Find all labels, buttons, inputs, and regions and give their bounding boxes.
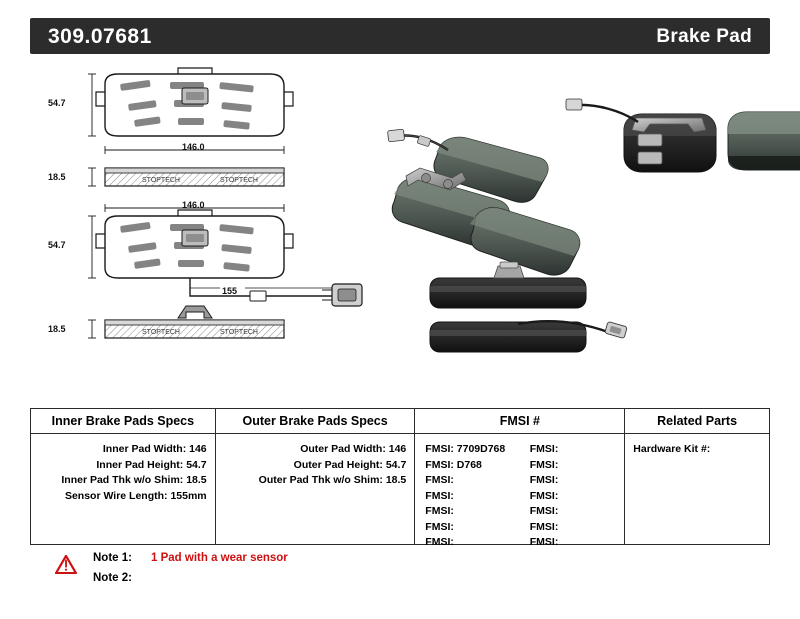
column-header-related: Related Parts [657,414,738,428]
column-header-outer: Outer Brake Pads Specs [216,409,416,433]
page-title: Brake Pad [656,26,752,47]
fmsi-cell [415,434,625,548]
note-1-value: 1 Pad with a wear sensor [151,552,288,564]
fmsi-left: FMSI: [425,474,454,486]
header-bar [30,18,770,54]
svg-text:STOPTECH: STOPTECH [220,177,258,184]
related-parts-cell [625,434,769,544]
fmsi-left: FMSI: [425,536,454,548]
fmsi-right: FMSI: [529,458,559,471]
outer-specs-cell [216,434,416,544]
dim-inner-pad-height: 54.7 [48,98,66,108]
fmsi-right: FMSI: [529,536,559,548]
note-2-label: Note 2: [93,572,132,584]
fmsi-row [415,489,624,505]
related-part-line: Hardware Kit #: [633,443,711,455]
dim-outer-pad-width: 146.0 [182,200,205,210]
inner-spec-line: Inner Pad Width: 146 [102,443,207,455]
fmsi-left: FMSI: [425,520,454,533]
fmsi-right: FMSI: [529,474,559,486]
fmsi-row [415,535,624,551]
dim-inner-pad-thickness: 18.5 [48,172,66,182]
dim-sensor-wire-length: 155 [222,286,238,296]
dim-outer-pad-height: 54.7 [48,240,66,250]
fmsi-left: FMSI: [425,505,454,517]
fmsi-left: FMSI: D768 [425,458,482,471]
inner-specs-cell [31,434,216,544]
fmsi-right: FMSI: [529,443,559,455]
fmsi-right: FMSI: [529,505,559,517]
fmsi-row [415,504,624,520]
fmsi-left: FMSI: 7709D768 [425,443,506,455]
svg-text:STOPTECH: STOPTECH [142,329,180,336]
outer-spec-line: Outer Pad Height: 54.7 [293,458,407,471]
fmsi-right: FMSI: [529,489,559,502]
specs-table [30,408,770,548]
technical-drawings [70,62,410,392]
inner-spec-line: Sensor Wire Length: 155mm [64,489,207,502]
svg-text:STOPTECH: STOPTECH [220,329,258,336]
fmsi-row [415,520,624,536]
note-row-1 [55,552,555,572]
warning-icon [55,555,77,574]
note-row-2 [55,572,555,592]
fmsi-row [415,458,624,474]
fmsi-left: FMSI: [425,489,454,502]
part-number: 309.07681 [48,25,152,48]
wear-sensor-drawing [190,278,362,306]
column-header-fmsi: FMSI # [415,409,625,433]
specs-table-body-row [31,434,769,548]
specs-table-header-row [31,409,769,434]
inner-spec-line: Inner Pad Thk w/o Shim: 18.5 [61,474,207,486]
product-photos [380,72,800,372]
svg-text:STOPTECH: STOPTECH [142,177,180,184]
dim-inner-pad-width: 146.0 [182,142,205,152]
inner-spec-line: Inner Pad Height: 54.7 [96,458,207,471]
fmsi-right: FMSI: [529,520,559,533]
notes-section [55,552,555,592]
outer-spec-line: Outer Pad Thk w/o Shim: 18.5 [258,474,407,486]
fmsi-row [415,473,624,489]
note-1-label: Note 1: [93,552,132,564]
dim-outer-pad-thickness: 18.5 [48,324,66,334]
outer-spec-line: Outer Pad Width: 146 [300,443,407,455]
column-header-inner: Inner Brake Pads Specs [31,409,216,433]
drawing-area [30,62,770,392]
fmsi-row [415,442,624,458]
